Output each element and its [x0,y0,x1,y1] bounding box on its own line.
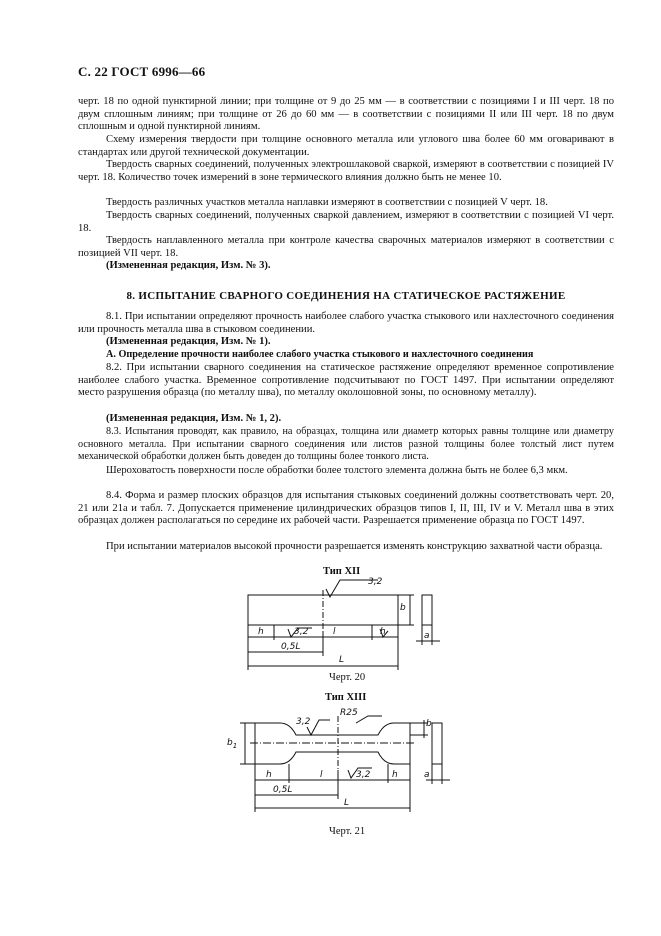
dimension-L-label: L [344,798,350,808]
dimension-l-label: l [320,770,323,780]
subsection-title: А. Определение прочности наиболее слабого участка стыкового и нахлесточного соединения [106,349,534,360]
paragraph: Твердость наплавленного металла при контроле качества сварочных материалов измеряют в соответствии с позицией VII черт. 18. [78,235,614,259]
figure-21-title: Тип XIII [325,692,367,703]
paragraph: При испытании материалов высокой прочности разрешается изменять конструкцию захватной части образца. [106,541,603,552]
dimension-half-L-label: 0,5L [281,642,301,652]
dimension-h-label: h [258,627,264,637]
paragraph: 8.4. Форма и размер плоских образцов для испытания стыковых соединений должны соответствовать черт. 20, 21 или 21а и табл. 7. Допускается применение цилиндрических образцов типов I, II, III, IV и V. Металл шва в этих образцах должен располагаться по середине их рабочей части. Разрешается применение образца по ГОСТ 1497. [78,490,614,527]
dimension-L-label: L [339,655,345,665]
dimension-b-label: b [400,603,406,613]
dimension-half-L-label: 0,5L [273,785,293,795]
paragraph: черт. 18 по одной пунктирной линии; при толщине от 9 до 25 мм — в соответствии с позициями I и III черт. 18 по двум сплошным линиям; при толщине от 26 до 60 мм — в соответствии с позициями II или III черт. 18 по двум сплошным и одной пунктирной линиям. [78,96,614,133]
paragraph: Схему измерения твердости при толщине основного металла или углового шва более 60 мм оговаривают в стандартах или другой технической документации. [78,134,614,158]
dimension-a-label: a [424,770,430,780]
dimension-h-label: h [380,627,386,637]
paragraph: 8.3. Испытания проводят, как правило, на образцах, толщина или диаметр которых равны толщине или диаметру основного металла. При испытании сварного соединения или листов разной толщины более толстый лист путем механической обработки должен быть доведен до толщины более тонкого листа. [78,426,614,463]
dimension-a-label: a [424,631,430,641]
roughness-label: 3,2 [368,577,383,587]
dimension-b-label: b [426,719,432,729]
dimension-h-label: h [392,770,398,780]
paragraph: Твердость сварных соединений, полученных электрошлаковой сваркой, измеряют в соответствии с позицией IV черт. 18. Количество точек измерений в зоне термического влияния должно быть не менее 10. [78,159,614,183]
roughness-label: 3,2 [294,627,309,637]
paragraph: 8.1. При испытании определяют прочность наиболее слабого участка стыкового или нахлесточного соединения или прочность металла шва в стыковом соединении. [78,311,614,335]
paragraph: Твердость сварных соединений, полученных сваркой давлением, измеряют в соответствии с позицией VI черт. 18. [78,210,614,234]
paragraph: Твердость различных участков металла наплавки измеряют в соответствии с позицией V черт. 18. [106,197,548,208]
figure-20-title: Тип XII [323,566,361,577]
dimension-b1-label: $b_1$ [227,738,238,750]
amendment-note: (Измененная редакция, Изм. № 1). [106,336,271,347]
amendment-note: (Измененная редакция, Изм. № 3). [106,260,271,271]
roughness-label: 3,2 [356,770,371,780]
paragraph: 8.2. При испытании сварного соединения на статическое растяжение определяют временное сопротивление наиболее слабого участка. Временное сопротивление подсчитывают по ГОСТ 1497. При испытании определяют место разрушения образца (по металлу шва), по металлу околошовной зоны, по основному металлу). [78,362,614,399]
dimension-h-label: h [266,770,272,780]
figure-21-caption: Черт. 21 [329,826,366,837]
figure-20-caption: Черт. 20 [329,672,366,683]
paragraph: Шероховатость поверхности после обработки более толстого элемента должна быть не более 6,3 мкм. [106,465,568,476]
radius-label: R25 [340,708,358,718]
roughness-label: 3,2 [296,717,311,727]
page-header: С. 22 ГОСТ 6996—66 [78,64,206,79]
amendment-note: (Измененная редакция, Изм. № 1, 2). [106,413,282,424]
section-title: 8. ИСПЫТАНИЕ СВАРНОГО СОЕДИНЕНИЯ НА СТАТИЧЕСКОЕ РАСТЯЖЕНИЕ [126,290,566,302]
dimension-l-label: l [333,627,336,637]
